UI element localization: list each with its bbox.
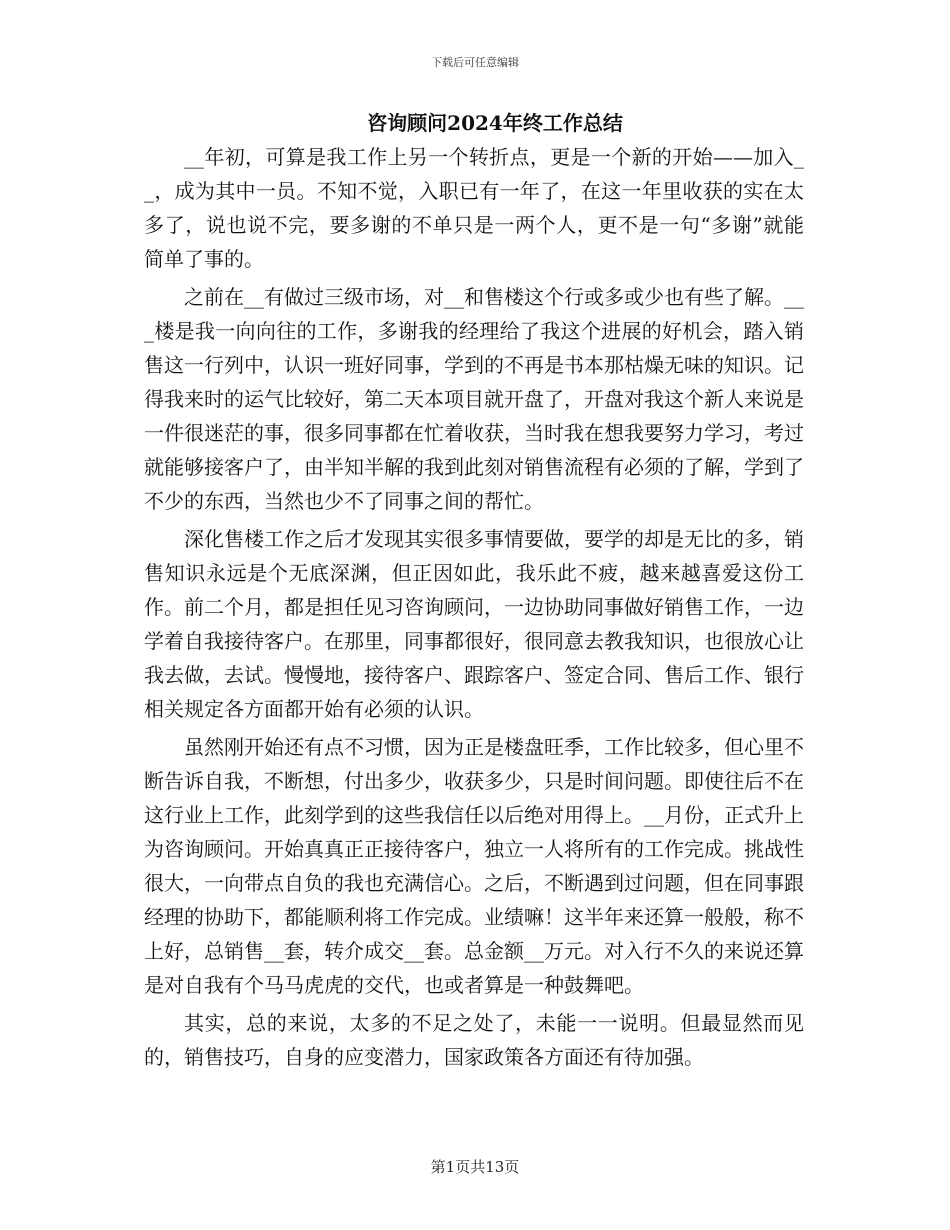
document-title: 咨询顾问2024年终工作总结 xyxy=(367,111,623,135)
paragraph: 虽然刚开始还有点不习惯，因为正是楼盘旺季，工作比较多，但心里不断告诉自我，不断想，付出多少，收获多少，只是时间问题。即使往后不在这行业上工作，此刻学到的这些我信任以后绝对用得上。__月份，正式升上为咨询顾问。开始真真正正接待客户，独立一人将所有的工作完成。挑战性很大，一向带点自负的我也充满信心。之后，不断遇到过问题，但在同事跟经理的协助下，都能顺利将工作完成。业绩嘛！这半年来还算一般般，称不上好，总销售__套，转介成交__套。总金额__万元。对入行不久的来说还算是对自我有个马马虎虎的交代，也或者算是一种鼓舞吧。 xyxy=(144,735,804,997)
paragraph: 深化售楼工作之后才发现其实很多事情要做，要学的却是无比的多，销售知识永远是个无底深渊，但正因如此，我乐此不疲，越来越喜爱这份工作。前二个月，都是担任见习咨询顾问，一边协助同事做好销售工作，一边学着自我接待客户。在那里，同事都很好，很同意去教我知识，也很放心让我去做，去试。慢慢地，接待客户、跟踪客户、签定合同、售后工作、银行相关规定各方面都开始有必须的认识。 xyxy=(144,527,804,721)
document-body xyxy=(144,140,804,1078)
paragraph: 之前在__有做过三级市场，对__和售楼这个行或多或少也有些了解。___楼是我一向向往的工作，多谢我的经理给了我这个进展的好机会，踏入销售这一行列中，认识一班好同事，学到的不再是书本那枯燥无味的知识。记得我来时的运气比较好，第二天本项目就开盘了，开盘对我这个新人来说是一件很迷茫的事，很多同事都在忙着收获，当时我在想我要努力学习，考过就能够接客户了，由半知半解的我到此刻对销售流程有必须的了解，学到了不少的东西，当然也少不了同事之间的帮忙。 xyxy=(144,285,804,513)
page-number-footer: 第1页共13页 xyxy=(430,1158,520,1176)
paragraph: 其实，总的来说，太多的不足之处了，未能一一说明。但最显然而见的，销售技巧，自身的应变潜力，国家政策各方面还有待加强。 xyxy=(144,1011,804,1069)
paragraph: __年初，可算是我工作上另一个转折点，更是一个新的开始——加入__，成为其中一员。不知不觉，入职已有一年了，在这一年里收获的实在太多了，说也说不完，要多谢的不单只是一两个人，更不是一句“多谢”就能简单了事的。 xyxy=(144,145,804,271)
header-note: 下载后可任意编辑 xyxy=(431,56,519,69)
